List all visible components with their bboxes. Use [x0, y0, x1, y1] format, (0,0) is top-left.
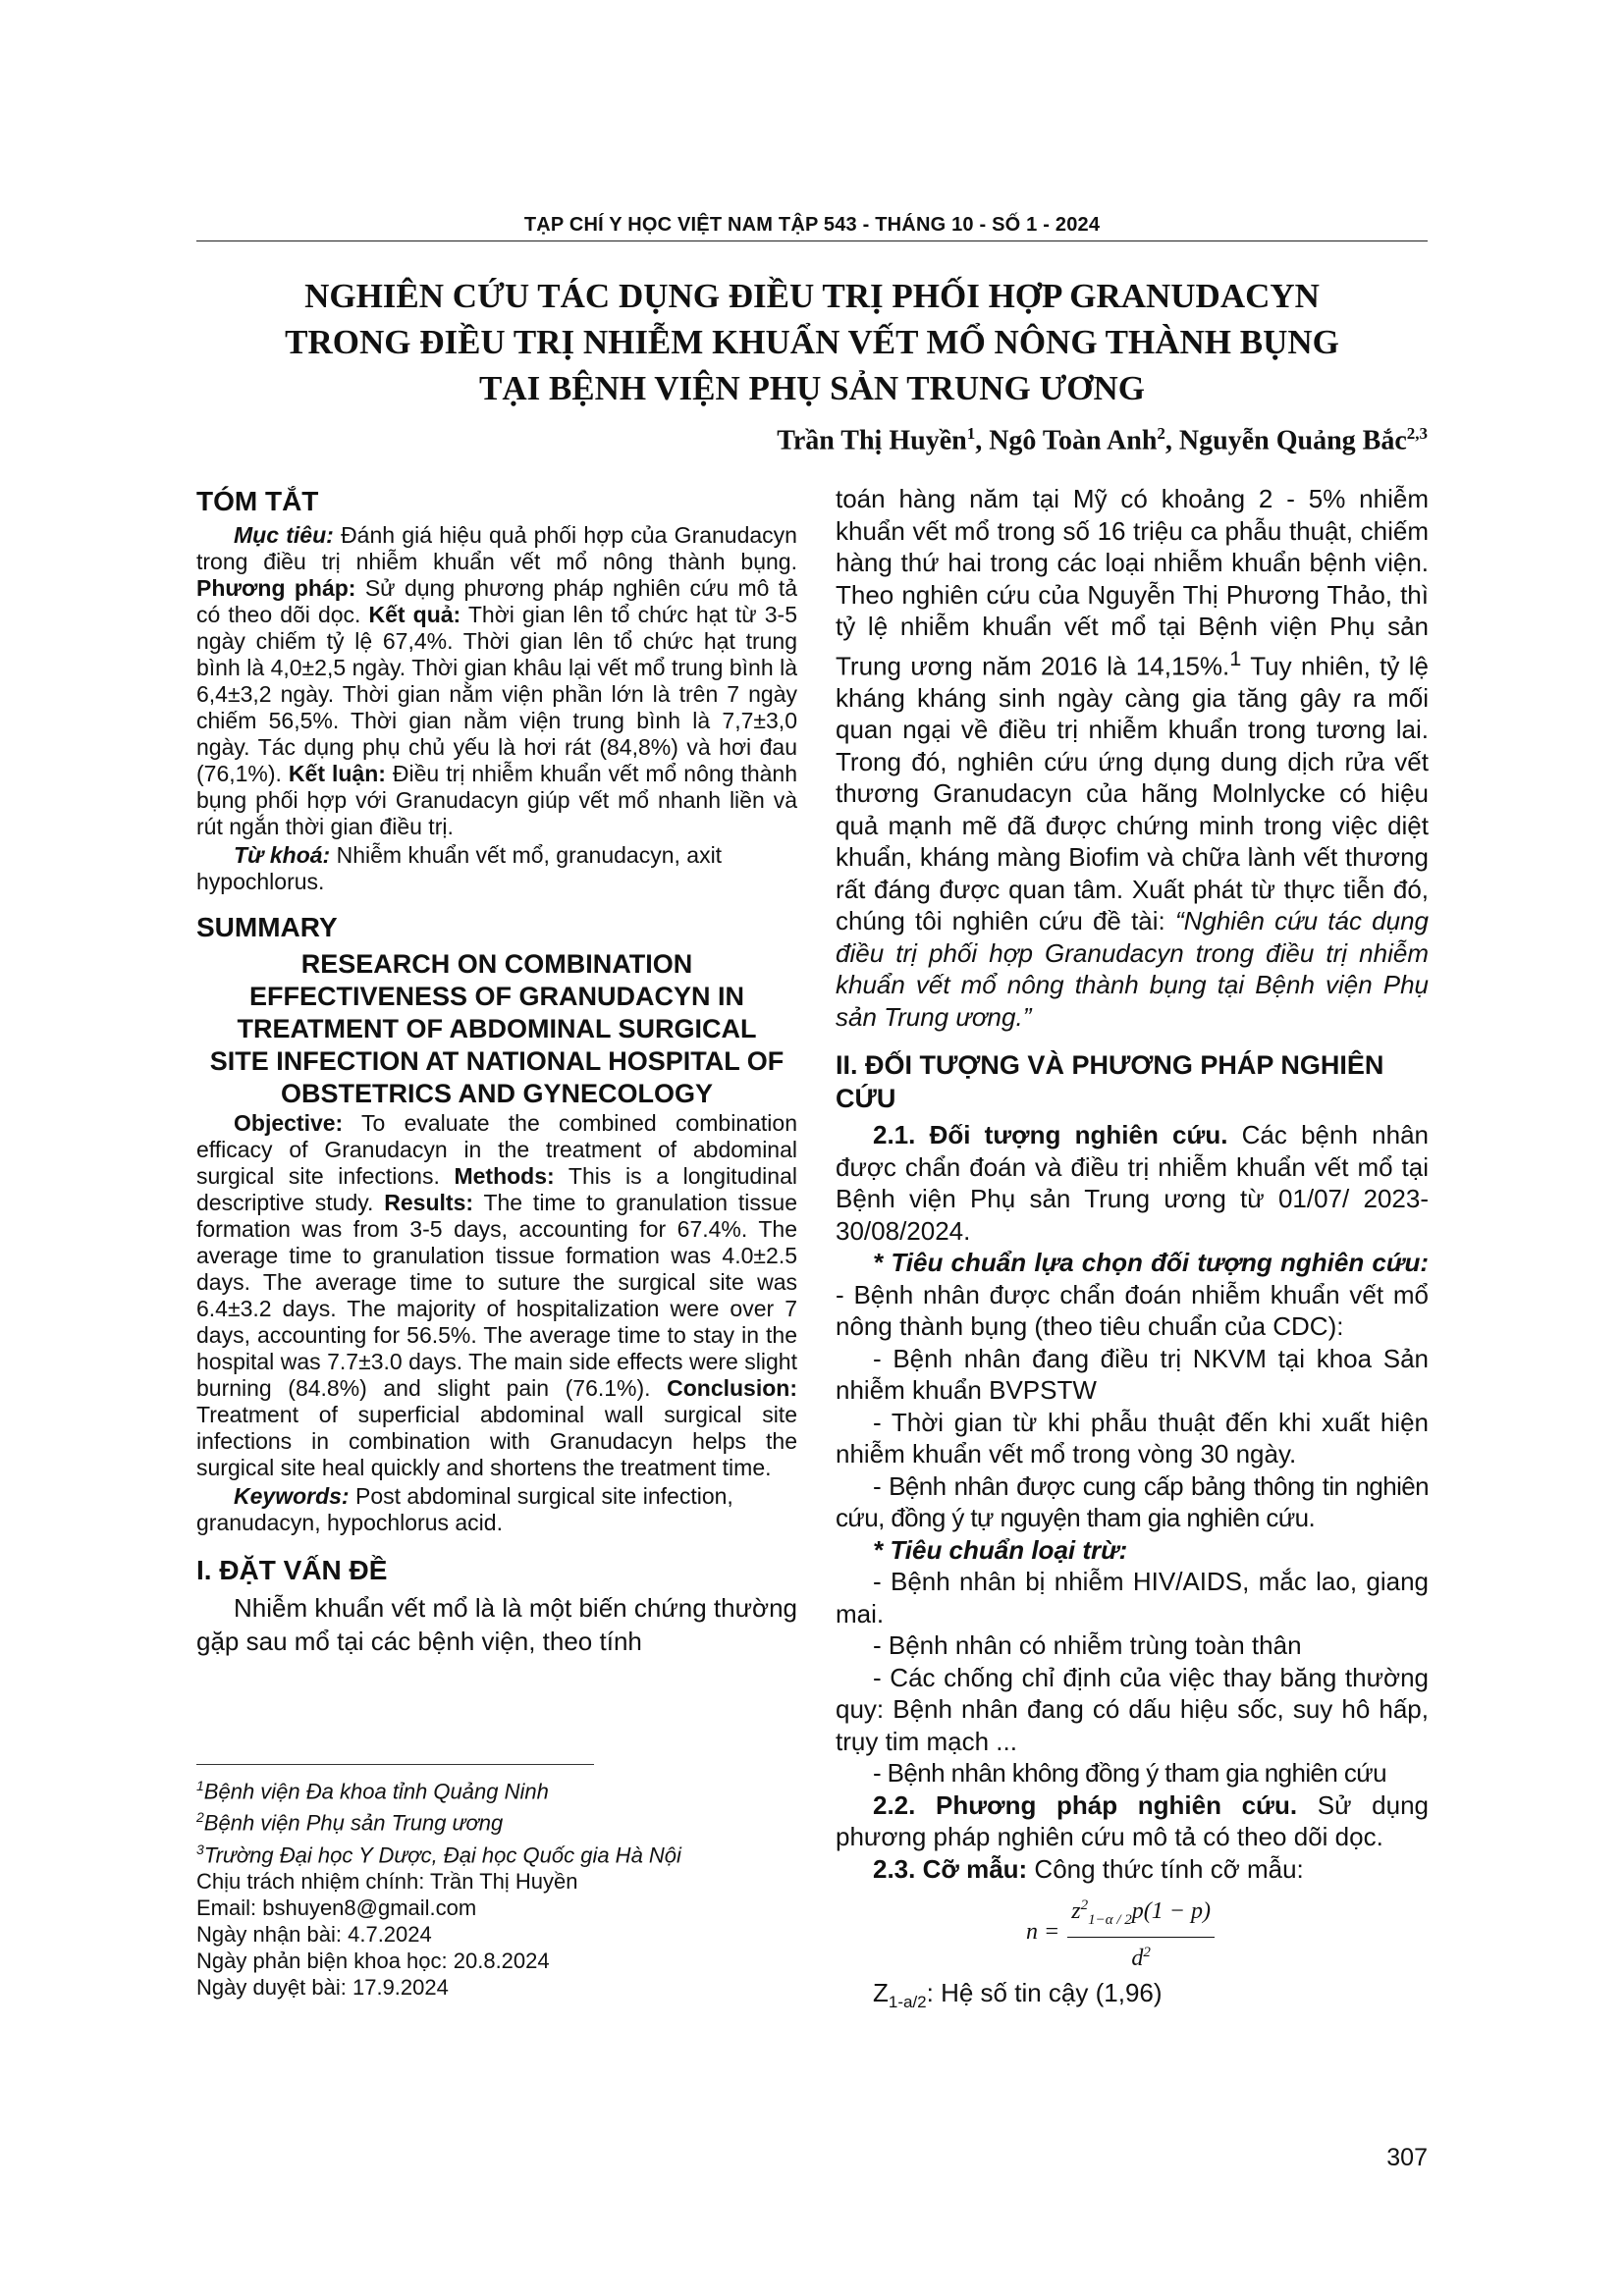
inclusion-criteria: [836, 1247, 1429, 1343]
z-definition-text: : Hệ số tin cậy (1,96): [926, 1977, 1163, 2007]
footnote-1-text: Bệnh viện Đa khoa tỉnh Quảng Ninh: [203, 1779, 549, 1804]
inclusion-item-2: - Thời gian từ khi phẫu thuật đến khi xuất hiện nhiễm khuẩn vết mổ trong vòng 30 ngày.: [836, 1407, 1429, 1469]
intro-text-continued: toán hàng năm tại Mỹ có khoảng 2 - 5% nhiễm khuẩn vết mổ trong số 16 triệu ca phẫu thuật, chiếm hàng thứ hai trong các loại nhiễm khuẩn bệnh viện. Theo nghiên cứu của Nguyễn Thị Phương Thảo, thì tỷ lệ nhiễm khuẩn vết mổ tại Bệnh viện Phụ sản Trung ương năm 2016 là 14,15%.: [836, 484, 1429, 681]
inclusion-criteria-label: * Tiêu chuẩn lựa chọn đối tượng nghiên cứu:: [873, 1248, 1429, 1278]
formula-z-subscript: 1−α / 2: [1088, 1911, 1132, 1928]
formula-z-power: 2: [1080, 1897, 1089, 1914]
footnotes: [196, 1764, 797, 2001]
formula-denominator: [1131, 1938, 1151, 1973]
left-column: [196, 479, 797, 1658]
abstract-en-heading: SUMMARY: [196, 912, 338, 942]
right-column: [836, 483, 1429, 2019]
page-number: 307: [1386, 2144, 1428, 2171]
footnote-2-text: Bệnh viện Phụ sản Trung ương: [203, 1810, 504, 1836]
abstract-vi-conclusion-text: Điều trị nhiễm khuẩn vết mổ nông thành bụng phối hợp với Granudacyn giúp vết mổ nhanh liền và rút ngắn thời gian điều trị.: [196, 761, 797, 839]
abstract-vi-keywords-text: Nhiễm khuẩn vết mổ, granudacyn, axit hypochlorus.: [196, 842, 723, 894]
author-separator: ,: [1164, 425, 1179, 456]
footnote-affiliation-2: [196, 1804, 797, 1836]
abstract-vi-heading: TÓM TẮT: [196, 486, 319, 516]
footnote-email: Email: bshuyen8@gmail.com: [196, 1895, 477, 1920]
exclusion-item-1: - Bệnh nhân bị nhiễm HIV/AIDS, mắc lao, giang mai.: [836, 1567, 1429, 1629]
intro-text-continued-2: Tuy nhiên, tỷ lệ kháng kháng sinh ngày càng gia tăng gây ra mối quan ngại về điều trị nhiễm khuẩn trong tương lai. Trong đó, nghiên cứu ứng dụng dung dịch rửa vết thương Granudacyn của hãng Molnlycke có hiệu quả mạnh mẽ đã được chứng minh trong việc diệt khuẩn, kháng màng Biofim và chữa lành vết thương rất đáng được quan tâm. Xuất phát từ thực tiễn đó, chúng tôi nghiên cứu đề tài:: [836, 651, 1429, 936]
abstract-vi-method-text: Sử dụng phương pháp nghiên cứu mô tả có theo dõi dọc.: [196, 575, 797, 627]
inclusion-item-3: - Bệnh nhân được cung cấp bảng thông tin nghiên cứu, đồng ý tự nguyện tham gia nghiên cứu.: [836, 1470, 1429, 1533]
methods-2-3-text: Công thức tính cỡ mẫu:: [1027, 1853, 1304, 1884]
z-definition: [873, 1977, 1429, 2019]
abstract-vi-objective-text: Đánh giá hiệu quả phối hợp của Granudacyn trong điều trị nhiễm khuẩn vết mổ nông thành bụng.: [196, 522, 797, 574]
footnote-received-date: Ngày nhận bài: 4.7.2024: [196, 1921, 432, 1947]
inclusion-criteria-text: - Bệnh nhân được chẩn đoán nhiễm khuẩn vết mổ nông thành bụng (theo tiêu chuẩn của CDC):: [836, 1279, 1429, 1342]
footnote-1-marker: 1: [196, 1778, 204, 1793]
author-1-affiliation: 1: [966, 424, 976, 443]
article-title-line-2: TRONG ĐIỀU TRỊ NHIỄM KHUẨN VẾT MỔ NÔNG THÀNH BỤNG: [285, 323, 1339, 361]
formula-p-term: p(1 − p): [1131, 1898, 1211, 1925]
abstract-vi-result-text: Thời gian lên tổ chức hạt từ 3-5 ngày chiếm tỷ lệ 67,4%. Thời gian lên tổ chức hạt trung bình là 4,0±2,5 ngày. Thời gian khâu lại vết mổ trung bình là 6,4±3,2 ngày. Thời gian nằm viện phần lớn là trên 7 ngày chiếm 56,5%. Thời gian nằm viện trung bình là 7,7±3,0 ngày. Tác dụng phụ chủ yếu là hơi rát (84,8%) và hơi đau (76,1%).: [196, 602, 797, 786]
formula-z: z: [1071, 1898, 1081, 1925]
methods-2-1-label: 2.1. Đối tượng nghiên cứu.: [873, 1120, 1228, 1150]
abstract-en-objective-label: Objective:: [234, 1110, 344, 1136]
methods-2-1: [836, 1119, 1429, 1247]
abstract-en-result-text: The time to granulation tissue formation was from 3-5 days, accounting for 67.4%. The average time to granulation tissue formation was 4.0±2.5 days. The average time to suture the surgical site was 6.4±3.2 days. The majority of hospitalization were over 7 days, accounting for 56.5%. The average time to stay in the hospital was 7.7±3.0 days. The main side effects were slight burning (84.8%) and slight pain (76.1%).: [196, 1190, 797, 1401]
author-1: Trần Thị Huyền: [777, 425, 967, 456]
abstract-vi-objective-label: Mục tiêu:: [234, 522, 334, 548]
abstract-en-conclusion-text: Treatment of superficial abdominal wall surgical site infections in combination with Granudacyn helps the surgical site heal quickly and shortens the treatment time.: [196, 1402, 797, 1480]
exclusion-item-2: - Bệnh nhân có nhiễm trùng toàn thân: [873, 1630, 1302, 1661]
exclusion-item-4: - Bệnh nhân không đồng ý tham gia nghiên cứu: [873, 1758, 1386, 1789]
abstract-en-objective-text: To evaluate the combined combination efficacy of Granudacyn in the treatment of abdominal surgical site infections.: [196, 1110, 797, 1189]
formula-fraction: [1067, 1891, 1215, 1973]
formula-numerator: [1067, 1891, 1215, 1938]
abstract-vi-keywords: [196, 842, 797, 895]
formula-d: d: [1131, 1945, 1144, 1971]
footnote-affiliation-3: [196, 1837, 797, 1868]
abstract-en-result-label: Results:: [384, 1190, 474, 1215]
inclusion-item-1: - Bệnh nhân đang điều trị NKVM tại khoa Sản nhiễm khuẩn BVPSTW: [836, 1343, 1429, 1406]
sample-size-formula: [973, 1891, 1268, 1973]
abstract-vi-conclusion-label: Kết luận:: [288, 761, 386, 786]
abstract-en-title: RESEARCH ON COMBINATION EFFECTIVENESS OF GRANUDACYN IN TREATMENT OF ABDOMINAL SURGICAL SITE INFECTION AT NATIONAL HOSPITAL OF OBSTETRICS AND GYNECOLOGY: [209, 949, 785, 1108]
methods-2-3-label: 2.3. Cỡ mẫu:: [873, 1853, 1028, 1884]
intro-heading: I. ĐẶT VẤN ĐỀ: [196, 1555, 388, 1585]
z-label: Z: [873, 1977, 889, 2007]
intro-paragraph-start: Nhiễm khuẩn vết mổ là là một biến chứng thường gặp sau mổ tại các bệnh viện, theo tính: [196, 1593, 797, 1656]
article-title-line-3: TẠI BỆNH VIỆN PHỤ SẢN TRUNG ƯƠNG: [478, 369, 1146, 407]
exclusion-item-3: - Các chống chỉ định của việc thay băng thường quy: Bệnh nhân đang có dấu hiệu sốc, suy hô hấp, trụy tim mạch ...: [836, 1662, 1429, 1756]
abstract-en-keywords-text: Post abdominal surgical site infection, granudacyn, hypochlorus acid.: [196, 1483, 733, 1535]
exclusion-criteria-label: * Tiêu chuẩn loại trừ:: [873, 1534, 1128, 1565]
header-rule: [196, 240, 1428, 241]
intro-paragraph-continued: [836, 483, 1429, 1033]
methods-2-3: [836, 1853, 1429, 1886]
author-separator: ,: [975, 425, 990, 456]
intro-study-title-quote: “Nghiên cứu tác dụng điều trị phối hợp Granudacyn trong điều trị nhiễm khuẩn vết mổ nông thành bụng tại Bệnh viện Phụ sản Trung ương.”: [836, 906, 1429, 1032]
footnote-reviewed-date: Ngày phản biện khoa học: 20.8.2024: [196, 1948, 550, 1973]
methods-2-2-text: Sử dụng phương pháp nghiên cứu mô tả có theo dõi dọc.: [836, 1789, 1429, 1852]
abstract-en-keywords-label: Keywords:: [234, 1483, 350, 1509]
footnote-affiliation-1: [196, 1773, 797, 1804]
author-2-affiliation: 2: [1157, 424, 1165, 443]
methods-2-2-label: 2.2. Phương pháp nghiên cứu.: [873, 1789, 1298, 1820]
abstract-en-keywords: [196, 1483, 797, 1536]
footnote-responsible-author: Chịu trách nhiệm chính: Trần Thị Huyền: [196, 1868, 578, 1894]
methods-heading: II. ĐỐI TƯỢNG VÀ PHƯƠNG PHÁP NGHIÊN CỨU: [836, 1050, 1384, 1114]
author-3: Nguyễn Quảng Bắc: [1178, 425, 1407, 456]
footnote-2-marker: 2: [196, 1809, 204, 1826]
formula-lhs: n =: [1026, 1918, 1060, 1945]
author-2: Ngô Toàn Anh: [989, 425, 1158, 456]
footnote-accepted-date: Ngày duyệt bài: 17.9.2024: [196, 1974, 449, 2000]
intro-reference-marker: 1: [1229, 645, 1242, 670]
methods-2-1-text: Các bệnh nhân được chẩn đoán và điều trị nhiễm khuẩn vết mổ tại Bệnh viện Phụ sản Trung ương từ 01/07/ 2023- 30/08/2024.: [836, 1120, 1429, 1246]
methods-2-2: [836, 1789, 1429, 1853]
footnote-rule: [196, 1764, 594, 1765]
abstract-en-method-label: Methods:: [454, 1163, 555, 1189]
abstract-en-body: [196, 1110, 797, 1481]
abstract-vi-keywords-label: Từ khoá:: [234, 842, 331, 868]
abstract-en-conclusion-label: Conclusion:: [667, 1375, 797, 1401]
author-list: [777, 424, 1428, 456]
abstract-vi-method-label: Phương pháp:: [196, 575, 356, 601]
abstract-vi-body: [196, 522, 797, 840]
abstract-en-method-text: This is a longitudinal descriptive study.: [196, 1163, 797, 1215]
article-title-line-1: NGHIÊN CỨU TÁC DỤNG ĐIỀU TRỊ PHỐI HỢP GRANUDACYN: [304, 277, 1320, 315]
exclusion-criteria: [836, 1534, 1429, 1567]
z-subscript: 1-a/2: [888, 1993, 927, 2012]
author-3-affiliation: 2,3: [1406, 424, 1428, 443]
article-title: [216, 273, 1408, 411]
footnote-3-marker: 3: [196, 1841, 204, 1857]
formula-d-power: 2: [1143, 1944, 1151, 1960]
footnote-3-text: Trường Đại học Y Dược, Đại học Quốc gia Hà Nội: [203, 1842, 681, 1867]
abstract-vi-result-label: Kết quả:: [368, 602, 461, 627]
journal-running-header: TẠP CHÍ Y HỌC VIỆT NAM TẬP 543 - THÁNG 10 - SỐ 1 - 2024: [523, 214, 1101, 236]
